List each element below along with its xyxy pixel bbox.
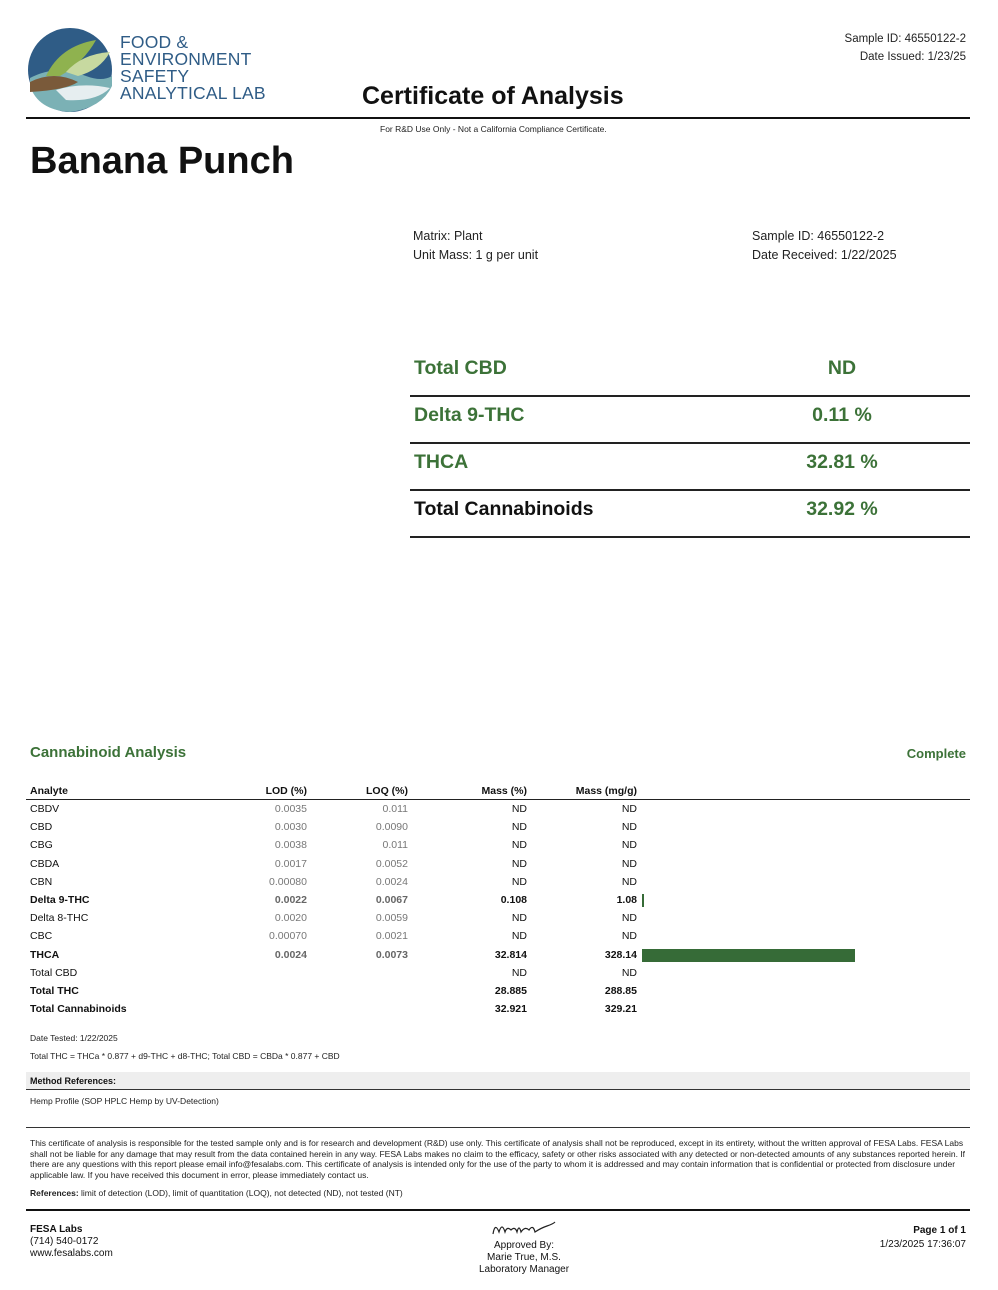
summary-row-delta9-thc: [410, 397, 970, 444]
cell-analyte: CBD: [30, 821, 53, 834]
page-number: Page 1 of 1: [913, 1225, 966, 1236]
cell-mass-mg: ND: [621, 803, 637, 815]
logo-line-3: SAFETY: [120, 66, 190, 86]
col-analyte: Analyte: [30, 785, 68, 797]
cell-mass-pct: 32.921: [494, 1003, 527, 1016]
cell-mass-pct: ND: [511, 857, 527, 870]
method-reference: Hemp Profile (SOP HPLC Hemp by UV-Detection): [30, 1096, 219, 1106]
sample-meta-right: [752, 227, 897, 265]
footer-phone: (714) 540-0172: [30, 1236, 99, 1247]
summary-value: 0.11 %: [812, 404, 872, 426]
table-body: [26, 800, 970, 1018]
table-row: [26, 964, 970, 982]
potency-summary: [410, 350, 970, 538]
method-references-label: Method References:: [30, 1076, 117, 1086]
cell-lod: 0.0035: [274, 803, 307, 815]
cell-mass-mg: ND: [621, 912, 637, 925]
header-sample-info: [845, 30, 966, 66]
summary-row-total-cannabinoids: [410, 491, 970, 538]
footer-company-info: [30, 1224, 113, 1260]
cell-mass-mg: ND: [621, 839, 637, 852]
cell-analyte: Total Cannabinoids: [30, 1003, 127, 1016]
sample-id: Sample ID: 46550122-2: [752, 229, 885, 243]
total-formula: Total THC = THCa * 0.877 + d9-THC + d8-THC; Total CBD = CBDa * 0.877 + CBD: [30, 1051, 340, 1061]
cell-loq: 0.0021: [375, 930, 408, 943]
summary-row-total-cbd: [410, 350, 970, 397]
cell-lod: 0.00070: [269, 930, 307, 943]
cell-mass-pct: ND: [511, 875, 527, 888]
table-row: [26, 1000, 970, 1018]
cell-mass-pct: ND: [511, 803, 527, 815]
compliance-note: For R&D Use Only - Not a California Compliance Certificate.: [380, 124, 607, 134]
mass-bar: [642, 949, 855, 962]
cell-analyte: Total THC: [30, 984, 79, 997]
cell-analyte: CBDV: [30, 803, 60, 815]
logo-line-2: ENVIRONMENT: [120, 49, 252, 69]
footer-website: www.fesalabs.com: [30, 1248, 113, 1259]
header-date-issued: Date Issued: 1/23/25: [859, 51, 966, 63]
cell-mass-mg: 1.08: [616, 893, 637, 906]
summary-label: Total Cannabinoids: [414, 498, 594, 520]
col-mass-pct: Mass (%): [481, 785, 527, 797]
cell-analyte: Delta 9-THC: [30, 893, 90, 906]
cell-mass-pct: ND: [511, 839, 527, 852]
references-label: References:: [30, 1188, 79, 1198]
cannabinoid-table: [26, 782, 970, 1018]
cell-mass-pct: ND: [511, 966, 527, 979]
table-header: [26, 782, 970, 800]
footer-divider: [26, 1209, 970, 1211]
disclaimer-divider: [26, 1127, 970, 1128]
signature-image: [489, 1218, 559, 1238]
cell-mass-pct: 32.814: [494, 948, 527, 961]
matrix: Matrix: Plant: [413, 229, 483, 243]
summary-value: 32.81 %: [806, 451, 878, 473]
fesa-logo: [26, 26, 266, 116]
summary-value: 32.92 %: [806, 498, 878, 520]
footer-approval: [424, 1218, 624, 1276]
references: [30, 1188, 403, 1198]
product-name: Banana Punch: [30, 140, 294, 182]
approver-name: Marie True, M.S.: [487, 1252, 561, 1263]
table-row: [26, 982, 970, 1000]
header-divider: [26, 117, 970, 119]
cell-analyte: CBN: [30, 875, 53, 888]
cell-mass-pct: ND: [511, 821, 527, 834]
cell-lod: 0.0038: [274, 839, 307, 852]
mass-bar: [642, 894, 644, 907]
cell-analyte: Total CBD: [30, 966, 78, 979]
footer-company: FESA Labs: [30, 1224, 83, 1235]
summary-label: THCA: [414, 451, 469, 473]
cell-mass-mg: 288.85: [604, 984, 637, 997]
disclaimer: This certificate of analysis is responsible for the tested sample only and is for research and development (R&D) use only. This certificate of analysis shall not be reproduced, except in its entirety, without the written approval of FESA Labs. FESA Labs shall not be liable for any damage that may result from the data contained herein in any way. FESA Labs makes no claim to the efficacy, safety or other risks associated with any detected or non-detected amounts of any substances reported herein. If there are any questions with this report please email info@fesalabs.com. This certificate of analysis is intended only for the use of the party to whom it is addressed and may contain information that is confidential or protected from disclosure under applicable law. If you have received this document in error, please immediately contact us.: [30, 1138, 966, 1180]
cell-mass-pct: 0.108: [500, 893, 527, 906]
cell-lod: 0.0022: [274, 893, 307, 906]
col-lod: LOD (%): [265, 785, 307, 797]
page-title: Certificate of Analysis: [362, 82, 624, 110]
cell-analyte: CBG: [30, 839, 53, 852]
date-received: Date Received: 1/22/2025: [752, 248, 897, 262]
header-sample-id: Sample ID: 46550122-2: [844, 33, 966, 45]
cell-mass-pct: 28.885: [494, 984, 527, 997]
cell-loq: 0.011: [382, 803, 408, 815]
sample-meta-left: [413, 227, 538, 265]
cell-mass-pct: ND: [511, 912, 527, 925]
cell-analyte: CBDA: [30, 857, 60, 870]
summary-row-thca: [410, 444, 970, 491]
cell-loq: 0.0024: [375, 875, 408, 888]
table-row: [26, 891, 970, 909]
logo-line-4: ANALYTICAL LAB: [120, 83, 266, 103]
logo-line-1: FOOD &: [120, 32, 189, 52]
cell-mass-mg: ND: [621, 821, 637, 834]
logo-wordmark: [120, 34, 266, 102]
unit-mass: Unit Mass: 1 g per unit: [413, 248, 539, 262]
col-mass-mg: Mass (mg/g): [575, 785, 637, 797]
cell-mass-mg: 329.21: [604, 1003, 637, 1016]
cell-lod: 0.0024: [274, 948, 307, 961]
cell-loq: 0.0090: [375, 821, 408, 834]
cell-loq: 0.0073: [375, 948, 408, 961]
references-text: limit of detection (LOD), limit of quantitation (LOQ), not detected (ND), not tested (NT): [78, 1188, 403, 1198]
summary-label: Total CBD: [414, 357, 507, 379]
cell-mass-mg: ND: [621, 930, 637, 943]
report-timestamp: 1/23/2025 17:36:07: [879, 1239, 966, 1250]
table-row: [26, 927, 970, 945]
table-row: [26, 836, 970, 854]
summary-value: ND: [827, 357, 857, 379]
col-loq: LOQ (%): [366, 785, 408, 797]
table-row: [26, 909, 970, 927]
fesa-logo-icon: [26, 26, 116, 116]
cell-loq: 0.0052: [375, 857, 408, 870]
table-row: [26, 873, 970, 891]
cell-mass-mg: 328.14: [604, 948, 637, 961]
approver-title: Laboratory Manager: [478, 1264, 570, 1275]
cell-mass-pct: ND: [511, 930, 527, 943]
cell-analyte: CBC: [30, 930, 53, 943]
cell-mass-mg: ND: [621, 857, 637, 870]
table-row: [26, 855, 970, 873]
cell-loq: 0.0067: [375, 893, 408, 906]
cell-loq: 0.011: [382, 839, 408, 852]
cell-lod: 0.00080: [269, 875, 307, 888]
table-row: [26, 800, 970, 818]
date-tested: Date Tested: 1/22/2025: [30, 1033, 118, 1043]
cell-lod: 0.0030: [274, 821, 307, 834]
cell-mass-mg: ND: [621, 875, 637, 888]
summary-label: Delta 9-THC: [414, 404, 525, 426]
analysis-status: Complete: [906, 746, 966, 761]
cell-loq: 0.0059: [375, 912, 408, 925]
cell-lod: 0.0017: [274, 857, 307, 870]
cell-mass-mg: ND: [621, 966, 637, 979]
table-row: [26, 946, 970, 964]
analysis-title: Cannabinoid Analysis: [30, 744, 187, 761]
cell-analyte: THCA: [30, 948, 60, 961]
table-row: [26, 818, 970, 836]
cell-analyte: Delta 8-THC: [30, 912, 89, 925]
approved-by-label: Approved By:: [493, 1240, 555, 1251]
method-references-header: [26, 1072, 970, 1090]
footer-page-info: [880, 1224, 966, 1252]
cell-lod: 0.0020: [274, 912, 307, 925]
